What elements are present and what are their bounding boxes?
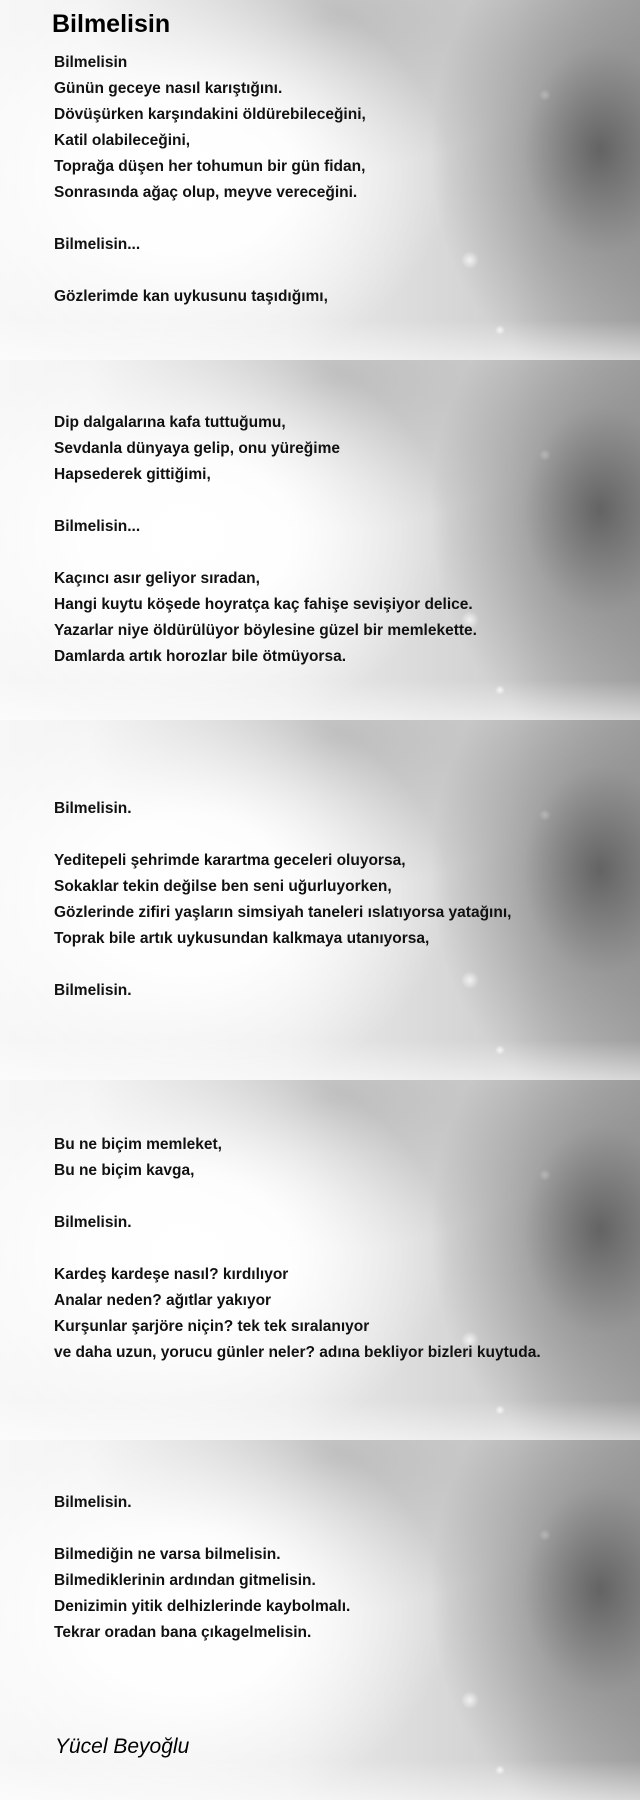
poem-line: Bilmelisin. <box>54 982 132 999</box>
poem-line: Bilmediğin ne varsa bilmelisin. <box>54 1546 281 1563</box>
stanza-gap <box>54 258 366 284</box>
stanza-block-1 <box>54 50 366 310</box>
poem-line: Katil olabileceğini, <box>54 132 191 149</box>
poem-line: Bilmelisin. <box>54 1494 132 1511</box>
poem-line: Bu ne biçim memleket, <box>54 1136 222 1153</box>
stanza-gap <box>54 540 477 566</box>
poem-line: Hapsederek gittiğimi, <box>54 466 211 483</box>
stanza-block-5 <box>54 1490 350 1646</box>
stanza-gap <box>54 1236 541 1262</box>
poem-line: Hangi kuytu köşede hoyratça kaç fahişe sevişiyor delice. <box>54 596 473 613</box>
poem-line: Dövüşürken karşındakini öldürebileceğini, <box>54 106 366 123</box>
poem-line: Bilmelisin. <box>54 800 132 817</box>
stanza-gap <box>54 952 511 978</box>
stanza-gap <box>54 488 477 514</box>
poem-line: Kaçıncı asır geliyor sıradan, <box>54 570 260 587</box>
poem-line: Bilmediklerinin ardından gitmelisin. <box>54 1572 316 1589</box>
poem-panel-3 <box>0 720 640 1080</box>
poem-line: Kurşunlar şarjöre niçin? tek tek sıralanıyor <box>54 1318 370 1335</box>
poem-line: Bilmelisin. <box>54 1214 132 1231</box>
poem-line: Toprak bile artık uykusundan kalkmaya utanıyorsa, <box>54 930 430 947</box>
poem-line: Analar neden? ağıtlar yakıyor <box>54 1292 272 1309</box>
poem-line: Dip dalgalarına kafa tuttuğumu, <box>54 414 286 431</box>
stanza-gap <box>54 822 511 848</box>
poem-title: Bilmelisin <box>52 10 171 38</box>
poem-line: Damlarda artık horozlar bile ötmüyorsa. <box>54 648 347 665</box>
poem-line: Yeditepeli şehrimde karartma geceleri oluyorsa, <box>54 852 406 869</box>
poem-line: Sevdanla dünyaya gelip, onu yüreğime <box>54 440 340 457</box>
stanza-gap <box>54 1184 541 1210</box>
poem-line: Sokaklar tekin değilse ben seni uğurluyorken, <box>54 878 392 895</box>
poem-line: Bu ne biçim kavga, <box>54 1162 195 1179</box>
stanza-gap <box>54 206 366 232</box>
poem-author: Yücel Beyoğlu <box>55 1735 190 1758</box>
stanza-block-4 <box>54 1132 541 1366</box>
stanza-block-3 <box>54 796 511 1004</box>
poem-line: Bilmelisin... <box>54 236 141 253</box>
poem-line: ve daha uzun, yorucu günler neler? adına bekliyor bizleri kuytuda. <box>54 1344 541 1361</box>
poem-line: Denizimin yitik delhizlerinde kaybolmalı. <box>54 1598 351 1615</box>
poem-panel-1 <box>0 0 640 360</box>
poem-line: Gözlerimde kan uykusunu taşıdığımı, <box>54 288 328 305</box>
poem-line: Sonrasında ağaç olup, meyve vereceğini. <box>54 184 358 201</box>
stanza-block-2 <box>54 410 477 670</box>
poem-line: Kardeş kardeşe nasıl? kırdılıyor <box>54 1266 289 1283</box>
poem-line: Tekrar oradan bana çıkagelmelisin. <box>54 1624 312 1641</box>
poem-line: Toprağa düşen her tohumun bir gün fidan, <box>54 158 366 175</box>
poem-line: Bilmelisin... <box>54 518 141 535</box>
poem-line: Günün geceye nasıl karıştığını. <box>54 80 283 97</box>
poem-line: Gözlerinde zifiri yaşların simsiyah taneleri ıslatıyorsa yatağını, <box>54 904 512 921</box>
poem-panel-4 <box>0 1080 640 1440</box>
stanza-gap <box>54 1516 350 1542</box>
poem-line: Yazarlar niye öldürülüyor böylesine güzel bir memlekette. <box>54 622 477 639</box>
poem-line: Bilmelisin <box>54 54 128 71</box>
poem-panel-2 <box>0 360 640 720</box>
